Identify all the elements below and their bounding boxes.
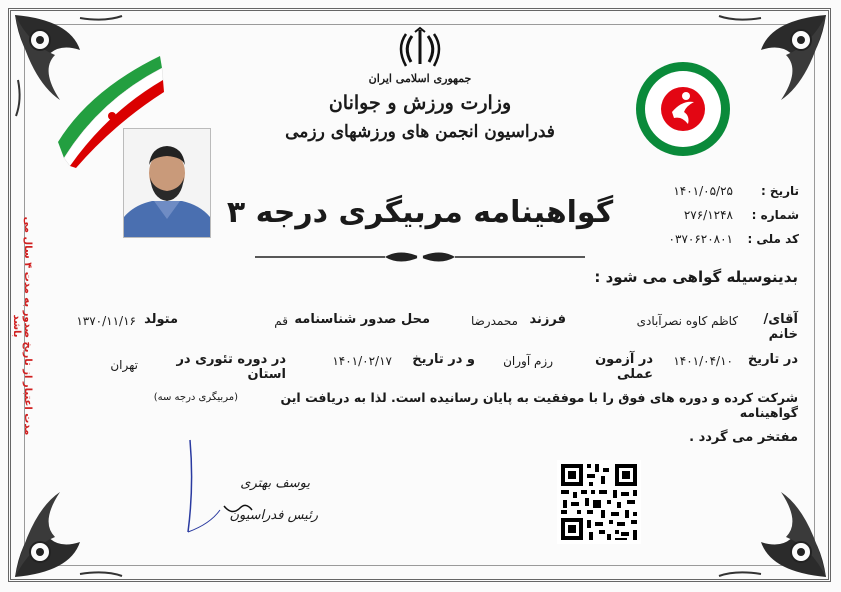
practical-date-label: در تاریخ: [747, 352, 798, 367]
corner-ornament-bottom-left: [10, 472, 130, 582]
completion-text: شرکت کرده و دوره های فوق را با موفقیت به پایان رسانیده است. لذا به دریافت این گواهینامه: [280, 390, 798, 420]
header-republic: جمهوری اسلامی ایران: [368, 72, 472, 85]
theory-course-label: در دوره تئوری در استان: [176, 352, 286, 382]
qr-code: [557, 460, 641, 544]
iran-emblem-icon: [397, 26, 443, 70]
holder-photo: [123, 128, 211, 238]
certificate-title: گواهینامه مربیگری درجه ۳: [226, 195, 614, 230]
name-value: کاظم کاوه نصرآبادی: [636, 314, 738, 328]
birth-label: متولد: [144, 312, 178, 327]
practical-date-value: ۱۴۰۱/۰۴/۱۰: [673, 354, 733, 368]
signature-title: رئیس فدراسیون: [229, 508, 318, 523]
validity-side-note: مدت اعتبار از تاریخ صدور به مدت ۴ سال می باشد: [11, 216, 33, 436]
issue-place-label: محل صدور شناسنامه: [294, 312, 430, 327]
theory-date-label: و در تاریخ: [412, 352, 475, 367]
birth-value: ۱۳۷۰/۱۱/۱۶: [76, 314, 136, 328]
number-value: ۲۷۶/۱۲۴۸: [683, 208, 733, 222]
header-ministry: وزارت ورزش و جوانان: [328, 92, 512, 114]
practical-exam-value: رزم آوران: [503, 354, 553, 368]
completion-note: (مربیگری درجه سه): [153, 392, 238, 403]
corner-ornament-bottom-right: [711, 472, 831, 582]
header-federation: فدراسیون انجمن های ورزشهای رزمی: [285, 122, 555, 142]
number-label: شماره :: [751, 208, 799, 222]
closing-text: مفتخر می گردد .: [689, 430, 798, 445]
national-code-label: کد ملی :: [747, 232, 799, 246]
theory-province-value: تهران: [110, 358, 138, 372]
issue-place-value: قم: [274, 314, 288, 328]
father-value: محمدرضا: [470, 314, 518, 328]
title-ornament-divider: [255, 248, 585, 266]
intro-text: بدینوسیله گواهی می شود :: [594, 268, 798, 286]
person-photo-icon: [124, 129, 210, 237]
date-label: تاریخ :: [760, 184, 799, 198]
name-label: آقای/خانم: [763, 312, 798, 342]
national-code-value: ۰۳۷۰۶۲۰۸۰۱: [668, 232, 733, 246]
father-label: فرزند: [529, 312, 566, 327]
practical-exam-label: در آزمون عملی: [595, 352, 653, 382]
date-value: ۱۴۰۱/۰۵/۲۵: [673, 184, 733, 198]
signature-name: یوسف بهتری: [240, 476, 310, 491]
theory-date-value: ۱۴۰۱/۰۲/۱۷: [332, 354, 392, 368]
logo-outer-text: [634, 60, 731, 155]
